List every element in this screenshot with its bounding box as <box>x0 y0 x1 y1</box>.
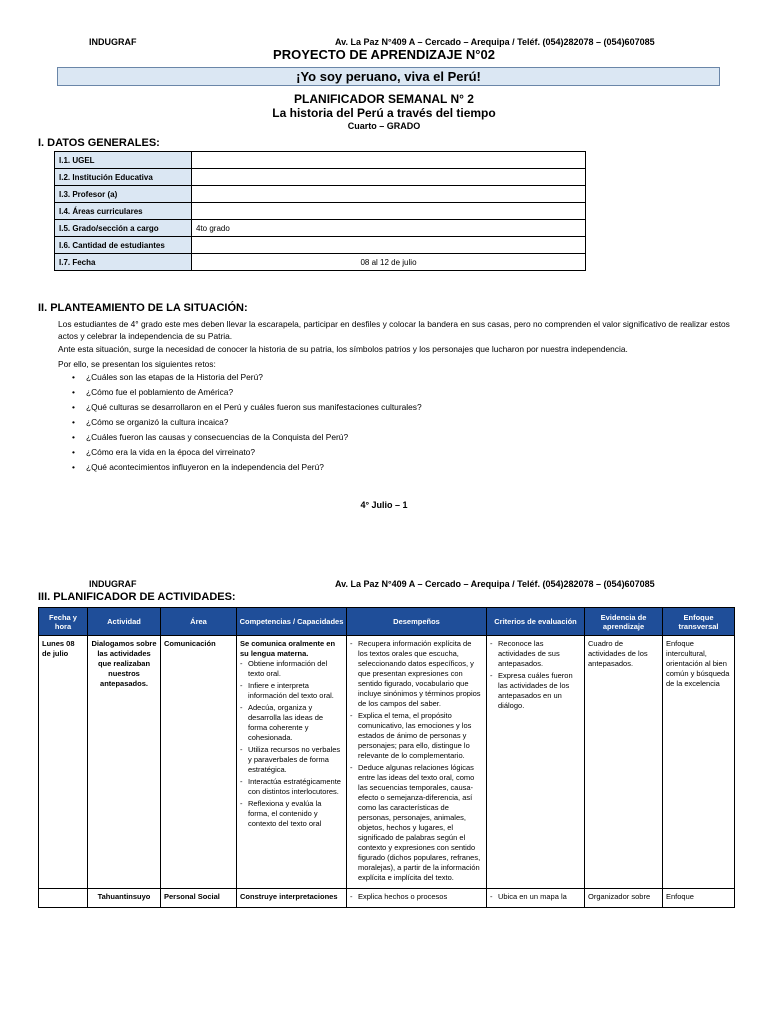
brand-name: INDUGRAF <box>89 37 137 47</box>
row-label: I.7. Fecha <box>55 254 192 271</box>
list-item: • ¿Qué culturas se desarrollaron en el Perú y cuáles fueron sus manifestaciones culturales? <box>86 400 726 415</box>
table-row <box>55 186 586 203</box>
list-item: - Explica hechos o procesos <box>350 892 483 902</box>
cell-competence <box>237 636 347 889</box>
project-title: PROYECTO DE APRENDIZAJE N°02 <box>273 47 495 62</box>
competence-title: Se comunica oralmente en su lengua materna. <box>240 639 336 658</box>
column-header: Evidencia de aprendizaje <box>585 608 663 636</box>
page-footer: 4° Julio – 1 <box>360 500 408 510</box>
planner-subtitle: La historia del Perú a través del tiempo <box>272 106 496 120</box>
list-item: - Utiliza recursos no verbales y paraverbales de forma estratégica. <box>240 745 343 775</box>
table-row <box>39 889 735 908</box>
performances-list <box>350 892 483 902</box>
list-item: - Reconoce las actividades de sus antepasados. <box>490 639 581 669</box>
row-value[interactable] <box>192 186 586 203</box>
column-header: Criterios de evaluación <box>487 608 585 636</box>
activities-table <box>38 607 735 908</box>
cell-criteria <box>487 636 585 889</box>
brand-name: INDUGRAF <box>89 579 137 589</box>
row-value[interactable] <box>192 152 586 169</box>
list-item: - Infiere e interpreta información del texto oral. <box>240 681 343 701</box>
cell-evidence: Cuadro de actividades de los antepasados. <box>585 636 663 889</box>
row-label: I.2. Institución Educativa <box>55 169 192 186</box>
cell-evidence: Organizador sobre <box>585 889 663 908</box>
list-item: • ¿Cuáles son las etapas de la Historia del Perú? <box>86 370 726 385</box>
cell-area: Personal Social <box>161 889 237 908</box>
table-row <box>55 169 586 186</box>
general-data-table <box>54 151 586 271</box>
list-item: • ¿Cómo era la vida en la época del virreinato? <box>86 445 726 460</box>
column-header: Actividad <box>88 608 161 636</box>
criteria-list <box>490 639 581 711</box>
column-header: Fecha y hora <box>39 608 88 636</box>
table-header-row <box>39 608 735 636</box>
cell-area: Comunicación <box>161 636 237 889</box>
planner-title: PLANIFICADOR SEMANAL N° 2 <box>294 92 474 106</box>
list-item: - Deduce algunas relaciones lógicas entre las ideas del texto oral, como las secuencias temporales, causa-efecto o semejanza-diferencia, así como las características de personas, personajes, animales, objetos, hechos y lugares, el significado de palabras según el contexto y expresiones con sentido figurado (dichos populares, refranes, moralejas), a partir de la información explícita e implícita del texto. <box>350 763 483 883</box>
column-header: Área <box>161 608 237 636</box>
row-value[interactable] <box>192 169 586 186</box>
list-item: - Interactúa estratégicamente con distintos interlocutores. <box>240 777 343 797</box>
list-item: • ¿Cómo se organizó la cultura incaica? <box>86 415 726 430</box>
criteria-list <box>490 892 581 902</box>
grade-line: Cuarto – GRADO <box>347 121 421 131</box>
cell-date: Lunes 08 de julio <box>39 636 88 889</box>
situation-paragraph-2: Ante esta situación, surge la necesidad de conocer la historia de su patria, los símbolos patrios y los personajes que lucharon por nuestra independencia. <box>58 344 628 354</box>
situation-paragraph-1: Los estudiantes de 4° grado este mes deben llevar la escarapela, participar en desfiles y colocar la bandera en sus casas, pero no comprenden el valor significativo de realizar estos actos y celebrar la independencia de su Patria. <box>58 319 730 341</box>
cell-performances <box>347 636 487 889</box>
column-header: Competencias / Capacidades <box>237 608 347 636</box>
row-value[interactable]: 4to grado <box>192 220 586 237</box>
capacities-list <box>240 659 343 829</box>
row-label: I.6. Cantidad de estudiantes <box>55 237 192 254</box>
list-item: - Explica el tema, el propósito comunicativo, las emociones y los estados de ánimo de personas y personajes; para ello, distingue lo relevante de lo complementario. <box>350 711 483 761</box>
situation-paragraph-3: Por ello, se presentan los siguientes retos: <box>58 359 216 369</box>
cell-competence: Construye interpretaciones <box>237 889 347 908</box>
table-row <box>55 254 586 271</box>
list-item: • ¿Qué acontecimientos influyeron en la independencia del Perú? <box>86 460 726 475</box>
section-title-situation: II. PLANTEAMIENTO DE LA SITUACIÓN: <box>38 302 248 314</box>
list-item: - Obtiene información del texto oral. <box>240 659 343 679</box>
cell-approach: Enfoque intercultural, orientación al bien común y búsqueda de la excelencia <box>663 636 735 889</box>
cell-activity: Tahuantinsuyo <box>88 889 161 908</box>
cell-activity: Dialogamos sobre las actividades que realizaban nuestros antepasados. <box>88 636 161 889</box>
row-value[interactable] <box>192 203 586 220</box>
row-label: I.4. Áreas curriculares <box>55 203 192 220</box>
list-item: - Expresa cuáles fueron las actividades de los antepasados en un diálogo. <box>490 671 581 711</box>
list-item: - Ubica en un mapa la <box>490 892 581 902</box>
list-item: - Recupera información explícita de los textos orales que escucha, seleccionando datos específicos, y que presentan expresiones con sentido figurado, vocabulario que incluye sinónimos y términos propios de los campos del saber. <box>350 639 483 709</box>
row-label: I.5. Grado/sección a cargo <box>55 220 192 237</box>
cell-criteria <box>487 889 585 908</box>
address-line: Av. La Paz N°409 A – Cercado – Arequipa / Teléf. (054)282078 – (054)607085 <box>335 579 655 589</box>
performances-list <box>350 639 483 883</box>
questions-list <box>86 370 726 475</box>
list-item: - Reflexiona y evalúa la forma, el contenido y contexto del texto oral <box>240 799 343 829</box>
row-label: I.1. UGEL <box>55 152 192 169</box>
cell-date <box>39 889 88 908</box>
row-value[interactable] <box>192 237 586 254</box>
banner: ¡Yo soy peruano, viva el Perú! <box>57 67 720 86</box>
list-item: • ¿Cuáles fueron las causas y consecuencias de la Conquista del Perú? <box>86 430 726 445</box>
section-title-activities: III. PLANIFICADOR DE ACTIVIDADES: <box>38 591 236 603</box>
column-header: Enfoque transversal <box>663 608 735 636</box>
cell-approach: Enfoque <box>663 889 735 908</box>
list-item: - Adecúa, organiza y desarrolla las ideas de forma coherente y cohesionada. <box>240 703 343 743</box>
section-title-general-data: I. DATOS GENERALES: <box>38 137 160 149</box>
table-row <box>39 636 735 889</box>
column-header: Desempeños <box>347 608 487 636</box>
table-row <box>55 152 586 169</box>
row-value[interactable]: 08 al 12 de julio <box>192 254 586 271</box>
address-line: Av. La Paz N°409 A – Cercado – Arequipa / Teléf. (054)282078 – (054)607085 <box>335 37 655 47</box>
row-label: I.3. Profesor (a) <box>55 186 192 203</box>
table-row <box>55 237 586 254</box>
table-row <box>55 203 586 220</box>
table-row <box>55 220 586 237</box>
list-item: • ¿Cómo fue el poblamiento de América? <box>86 385 726 400</box>
cell-performances <box>347 889 487 908</box>
